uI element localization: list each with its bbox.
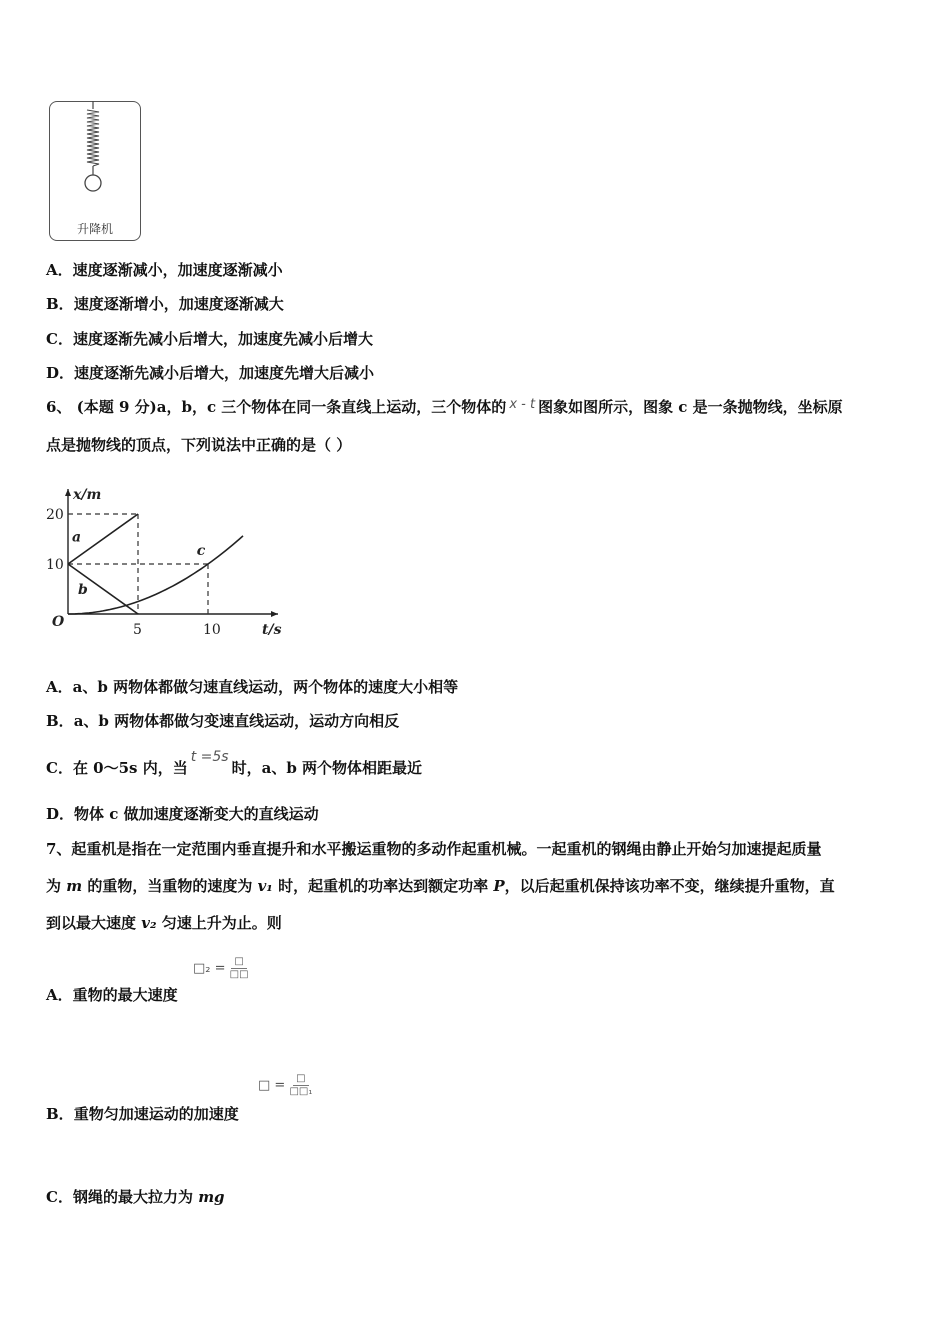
fraction-numerator: □ xyxy=(231,956,246,969)
series-label-a: a xyxy=(72,529,82,546)
option-text: 时，a、b 两个物体相距最近 xyxy=(231,759,423,777)
series-line-c xyxy=(68,536,243,614)
q7-stem-line2 xyxy=(46,876,835,896)
q7-var-m: m xyxy=(66,877,83,895)
q6-option-a xyxy=(46,677,458,697)
option-letter: A． xyxy=(46,678,73,696)
fraction-numerator: □ xyxy=(293,1073,308,1086)
x-tick-label: 10 xyxy=(203,622,221,638)
q7-text: 到以最大速度 xyxy=(46,914,142,932)
q6-option-b xyxy=(46,711,399,731)
q6-stem-line1 xyxy=(46,397,843,419)
q7-stem-line3 xyxy=(46,913,282,933)
q7-text: 的重物，当重物的速度为 xyxy=(82,877,258,895)
formula-left: □ = xyxy=(258,1078,286,1093)
option-text: 钢绳的最大拉力为 xyxy=(72,1188,199,1206)
option-text: 速度逐渐增小，加速度逐渐减大 xyxy=(73,295,284,313)
option-letter: C． xyxy=(46,330,73,348)
y-axis-label: x/m xyxy=(73,487,102,503)
option-letter: C． xyxy=(46,1188,73,1206)
q7-option-a-formula xyxy=(193,956,249,981)
series-label-c: c xyxy=(196,543,206,559)
option-text: 重物的最大速度 xyxy=(72,986,178,1004)
q7-option-b xyxy=(46,1104,239,1124)
q7-option-a xyxy=(46,985,178,1005)
q7-var-p: P xyxy=(493,877,505,895)
option-text: 速度逐渐先减小后增大，加速度先增大后减小 xyxy=(74,364,375,382)
x-axis-arrow xyxy=(271,611,278,617)
q7-var-v2: v₂ xyxy=(141,914,157,932)
option-var-mg: mg xyxy=(198,1188,225,1206)
q7-text: 7、起重机是指在一定范围内垂直提升和水平搬运重物的多动作起重机械。一起重机的钢绳由静止开始匀加速提起质量 xyxy=(46,840,822,858)
option-letter: B． xyxy=(46,1105,74,1123)
option-text: 在 0～5s 内，当 xyxy=(72,759,188,777)
q6-text: 图象如图所示，图象 c 是一条抛物线，坐标原 xyxy=(538,398,843,416)
q6-text: 点是抛物线的顶点，下列说法中正确的是（ ） xyxy=(46,436,352,454)
option-text: a、b 两物体都做匀变速直线运动，运动方向相反 xyxy=(73,712,400,730)
option-letter: A． xyxy=(46,261,73,279)
y-tick-label: 10 xyxy=(46,557,64,573)
fraction-denominator: □□₁ xyxy=(289,1086,313,1097)
option-letter: D． xyxy=(46,805,75,823)
y-axis-arrow xyxy=(65,489,71,496)
q6-option-c xyxy=(46,749,423,779)
q7-var-v1: v₁ xyxy=(257,877,273,895)
option-letter: C． xyxy=(46,759,73,777)
q7-option-b-formula xyxy=(258,1073,312,1098)
option-letter: D． xyxy=(46,364,75,382)
option-text: 速度逐渐减小，加速度逐渐减小 xyxy=(72,261,283,279)
q7-option-c xyxy=(46,1187,225,1207)
formula-fraction xyxy=(230,956,249,981)
origin-label: O xyxy=(52,614,65,630)
option-letter: A． xyxy=(46,986,73,1004)
q5-option-c xyxy=(46,329,373,349)
q6-option-d xyxy=(46,804,319,824)
y-tick-label: 20 xyxy=(46,507,64,523)
option-text: 物体 c 做加速度逐渐变大的直线运动 xyxy=(74,805,319,823)
q7-text: 匀速上升为止。则 xyxy=(156,914,282,932)
q7-text: ，以后起重机保持该功率不变，继续提升重物，直 xyxy=(504,877,835,895)
elevator-label: 升降机 xyxy=(76,222,113,236)
formula-left: □₂ = xyxy=(193,961,226,976)
q6-stem-line2 xyxy=(46,435,351,455)
q7-text: 为 xyxy=(46,877,67,895)
option-formula: t =5s xyxy=(190,749,229,765)
option-letter: B． xyxy=(46,295,74,313)
option-text: 速度逐渐先减小后增大，加速度先减小后增大 xyxy=(72,330,373,348)
q5-option-d xyxy=(46,363,374,383)
series-label-b: b xyxy=(78,582,88,598)
fraction-denominator: □□ xyxy=(229,969,249,980)
x-axis-label: t/s xyxy=(262,622,282,638)
elevator-figure xyxy=(49,101,141,241)
q5-option-b xyxy=(46,294,284,314)
formula-fraction xyxy=(289,1073,312,1098)
q7-stem-line1 xyxy=(46,839,821,859)
q5-option-a xyxy=(46,260,283,280)
x-tick-label: 5 xyxy=(133,622,142,638)
q7-text: 时，起重机的功率达到额定功率 xyxy=(272,877,494,895)
q6-text: 6、 (本题 9 分)a，b，c 三个物体在同一条直线上运动，三个物体的 xyxy=(46,398,507,416)
xt-graph xyxy=(40,474,282,644)
option-text: 重物匀加速运动的加速度 xyxy=(73,1105,239,1123)
q6-inline-formula: x - t xyxy=(509,397,536,412)
option-letter: B． xyxy=(46,712,74,730)
option-text: a、b 两物体都做匀速直线运动，两个物体的速度大小相等 xyxy=(72,678,459,696)
